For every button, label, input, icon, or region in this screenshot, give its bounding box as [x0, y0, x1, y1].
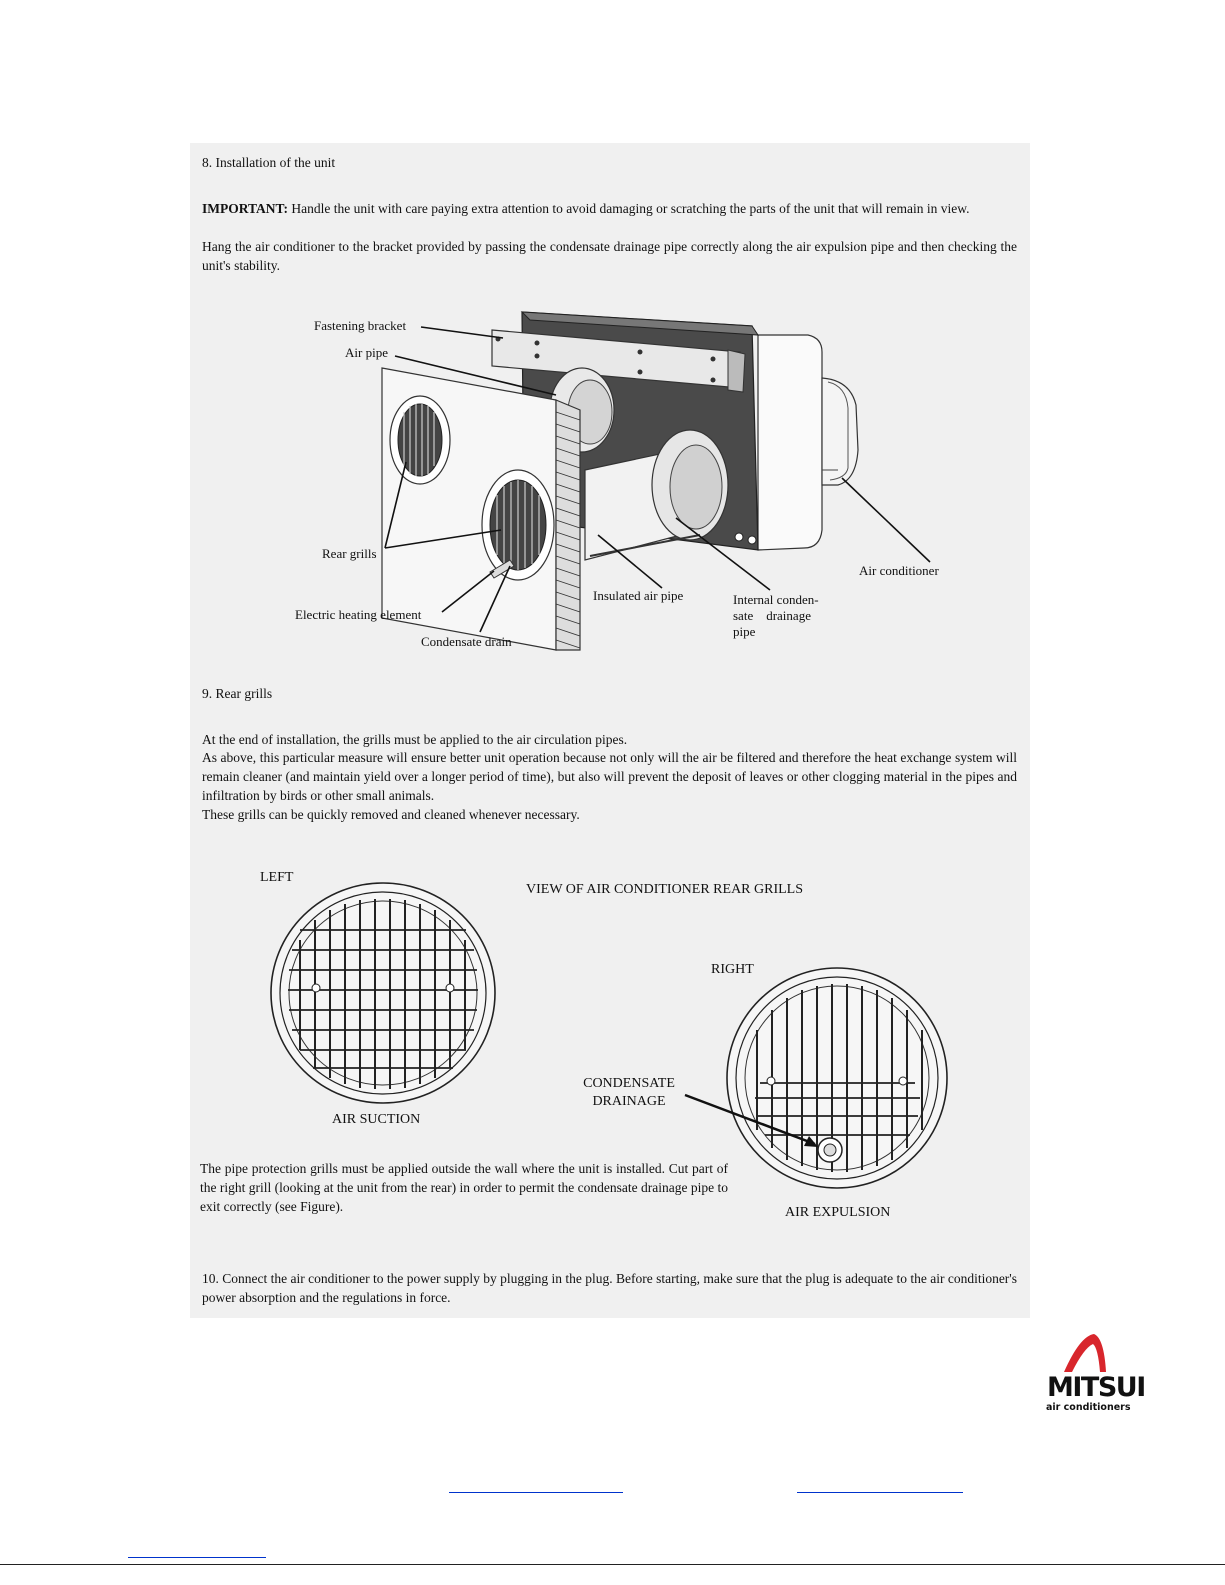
label-internal-condensate-line1: Internal conden- — [733, 592, 819, 607]
label-condensate-drain: Condensate drain — [421, 634, 512, 649]
grill-note: The pipe protection grills must be applied outside the wall where the unit is installed. Cut part of the right grill (looking at the unit from the rear) in order to permit the condensate drainage pipe to exit correctly (see Figure). — [200, 1161, 728, 1214]
section-9-p3: These grills can be quickly removed and cleaned whenever necessary. — [202, 807, 580, 822]
label-internal-condensate-line2: sate drainage — [733, 608, 811, 623]
label-internal-condensate-line3: pipe — [733, 624, 756, 639]
label-left: LEFT — [260, 870, 294, 885]
label-air-expulsion: AIR EXPULSION — [785, 1205, 891, 1220]
section-9-p2: As above, this particular measure will ensure better unit operation because not only will the air be filtered and therefore the heat exchange system will remain cleaner (and maintain yield over a longer period of time), but also will prevent the deposit of leaves or other clogging material in the pipes and infiltration by birds or other small animals. — [202, 750, 1017, 803]
left-grill — [271, 883, 495, 1103]
section-9-heading: 9. Rear grills — [202, 686, 273, 701]
footer-link-3[interactable] — [128, 1557, 266, 1558]
hang-paragraph: Hang the air conditioner to the bracket provided by passing the condensate drainage pipe correctly along the air expulsion pipe and then checking the unit's stability. — [202, 239, 1017, 273]
important-text: Handle the unit with care paying extra attention to avoid damaging or scratching the parts of the unit that will remain in view. — [291, 201, 970, 216]
footer-link-2[interactable] — [797, 1492, 963, 1493]
label-condensate-line2: DRAINAGE — [592, 1094, 666, 1109]
label-air-conditioner: Air conditioner — [859, 563, 939, 578]
label-electric-heating: Electric heating element — [295, 607, 422, 622]
page-bottom-rule — [0, 1564, 1225, 1565]
label-condensate-drainage — [581, 1075, 677, 1111]
logo-swoosh-shape — [1064, 1334, 1106, 1372]
grills-figure-title: VIEW OF AIR CONDITIONER REAR GRILLS — [526, 882, 804, 897]
label-condensate-line1: CONDENSATE — [583, 1076, 675, 1091]
footer-link-1[interactable] — [449, 1492, 623, 1493]
label-insulated-air-pipe: Insulated air pipe — [593, 588, 684, 603]
logo-subtitle: air conditioners — [1046, 1402, 1131, 1413]
section-8-heading: 8. Installation of the unit — [202, 155, 336, 170]
label-fastening-bracket: Fastening bracket — [314, 318, 407, 333]
label-rear-grills: Rear grills — [322, 546, 377, 561]
section-9-p1: At the end of installation, the grills must be applied to the air circulation pipes. — [202, 732, 628, 747]
section-10-text: 10. Connect the air conditioner to the power supply by plugging in the plug. Before starting, make sure that the plug is adequate to the air conditioner's power absorption and the regulations in force. — [202, 1271, 1017, 1305]
label-air-suction: AIR SUCTION — [332, 1112, 421, 1127]
label-air-pipe: Air pipe — [345, 345, 388, 360]
right-grill — [685, 968, 947, 1188]
label-right: RIGHT — [711, 962, 754, 977]
logo-name: MITSUI — [1047, 1372, 1145, 1403]
important-label: IMPORTANT: — [202, 201, 289, 216]
